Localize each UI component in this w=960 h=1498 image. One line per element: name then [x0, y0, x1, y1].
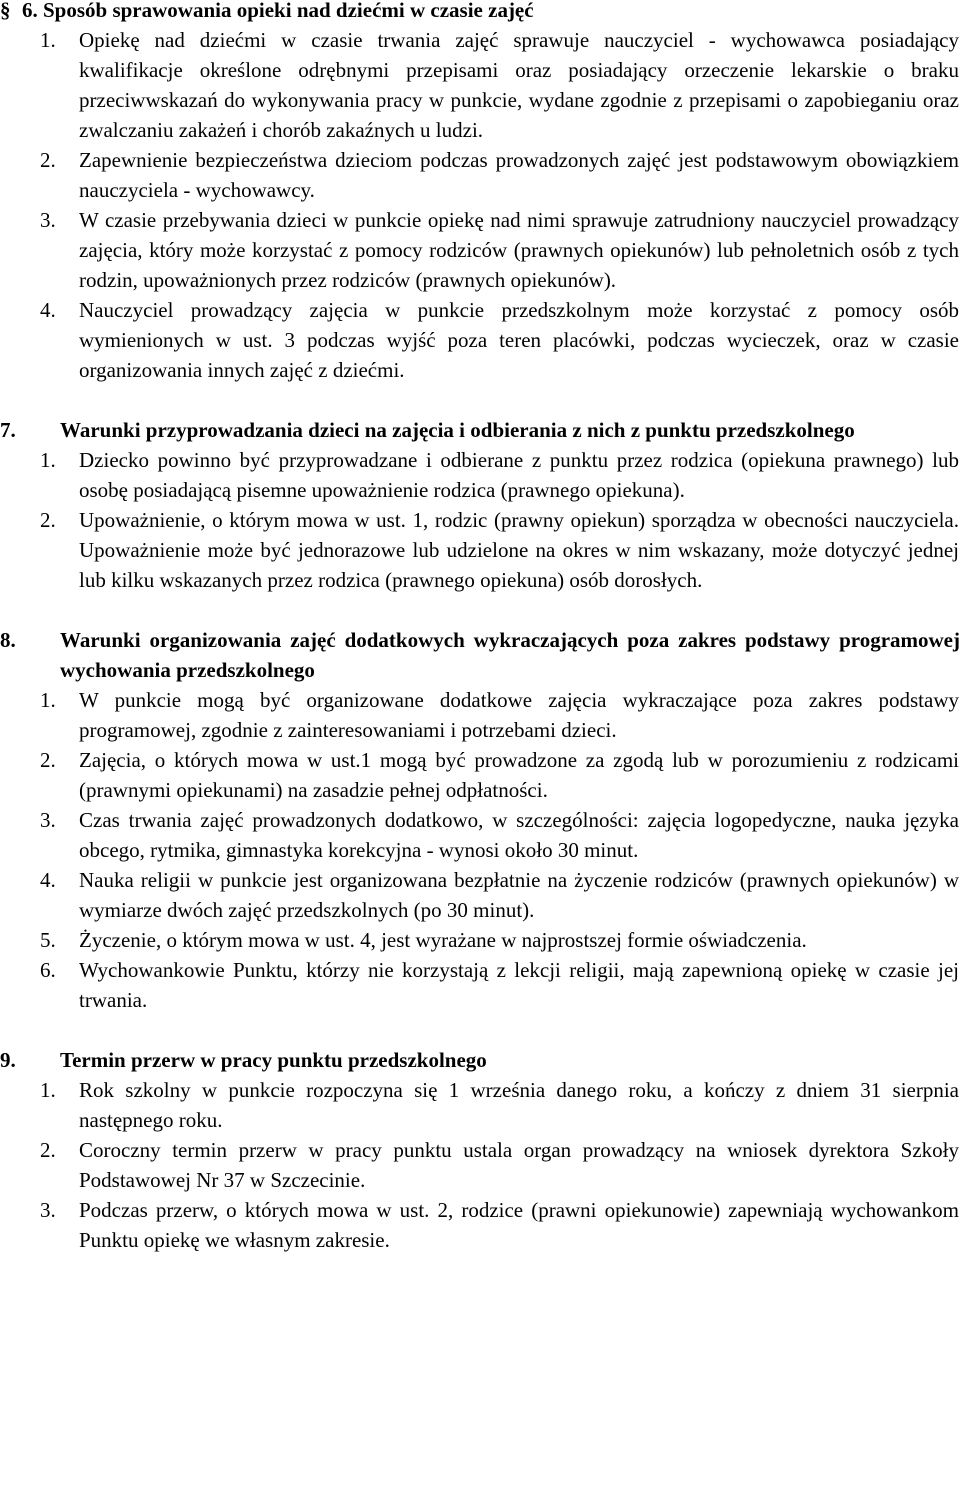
list-item	[0, 685, 960, 745]
section-s7	[0, 415, 960, 595]
list-item-text: W punkcie mogą być organizowane dodatkowe zajęcia wykraczające poza zakres podstawy programowej, zgodnie z zainteresowaniami i potrzebami dzieci.	[79, 688, 959, 742]
list-item	[0, 25, 960, 145]
section-spacer	[0, 595, 960, 625]
section-items-list	[0, 445, 960, 595]
list-item-text: Upoważnienie, o którym mowa w ust. 1, rodzic (prawny opiekun) sporządza w obecności nauczyciela. Upoważnienie może być jednorazowe lub udzielone na okres w nim wskazany, może dotyczyć jednej lub kilku wskazanych przez rodzica (prawnego opiekuna) osób dorosłych.	[79, 508, 959, 592]
list-item-text: W czasie przebywania dzieci w punkcie opiekę nad nimi sprawuje zatrudniony nauczyciel prowadzący zajęcia, który może korzystać z pomocy rodziców (prawnych opiekunów) lub pełnoletnich osób z tych rodzin, upoważnionych przez rodziców (prawnych opiekunów).	[79, 208, 959, 292]
list-item-number: 2.	[40, 1138, 56, 1162]
list-item-number: 1.	[40, 1078, 56, 1102]
list-item-number: 2.	[40, 748, 56, 772]
section-title: Warunki przyprowadzania dzieci na zajęcia i odbierania z nich z punktu przedszkolnego	[60, 418, 855, 442]
section-items-list	[0, 685, 960, 1015]
list-item-number: 4.	[40, 298, 56, 322]
section-number: 8.	[0, 628, 16, 652]
section-heading	[0, 625, 960, 685]
list-item-text: Czas trwania zajęć prowadzonych dodatkowo, w szczególności: zajęcia logopedyczne, nauka języka obcego, rytmika, gimnastyka korekcyjna - wynosi około 30 minut.	[79, 808, 959, 862]
section-s9	[0, 1045, 960, 1255]
list-item	[0, 1195, 960, 1255]
list-item-text: Zapewnienie bezpieczeństwa dzieciom podczas prowadzonych zajęć jest podstawowym obowiązkiem nauczyciela - wychowawcy.	[79, 148, 959, 202]
list-item-text: Coroczny termin przerw w pracy punktu ustala organ prowadzący na wniosek dyrektora Szkoły Podstawowej Nr 37 w Szczecinie.	[79, 1138, 959, 1192]
list-item-text: Nauczyciel prowadzący zajęcia w punkcie przedszkolnym może korzystać z pomocy osób wymienionych w ust. 3 podczas wyjść poza teren placówki, podczas wycieczek, oraz w czasie organizowania innych zajęć z dziećmi.	[79, 298, 959, 382]
list-item-number: 5.	[40, 928, 56, 952]
section-number: 6.	[22, 0, 38, 22]
section-spacer	[0, 1015, 960, 1045]
list-item	[0, 1135, 960, 1195]
list-item-text: Dziecko powinno być przyprowadzane i odbierane z punktu przez rodzica (opiekuna prawnego) lub osobę posiadającą pisemne upoważnienie rodzica (prawnego opiekuna).	[79, 448, 959, 502]
section-items-list	[0, 1075, 960, 1255]
section-title: Termin przerw w pracy punktu przedszkolnego	[60, 1048, 487, 1072]
list-item	[0, 1075, 960, 1135]
list-item	[0, 205, 960, 295]
section-s8	[0, 625, 960, 1015]
list-item-text: Podczas przerw, o których mowa w ust. 2, rodzice (prawni opiekunowie) zapewniają wychowankom Punktu opiekę we własnym zakresie.	[79, 1198, 959, 1252]
list-item-number: 2.	[40, 148, 56, 172]
list-item-text: Zajęcia, o których mowa w ust.1 mogą być prowadzone za zgodą lub w porozumieniu z rodzicami (prawnymi opiekunami) na zasadzie pełnej odpłatności.	[79, 748, 959, 802]
list-item	[0, 745, 960, 805]
list-item-number: 1.	[40, 448, 56, 472]
list-item-number: 3.	[40, 808, 56, 832]
list-item-number: 1.	[40, 688, 56, 712]
list-item-text: Życzenie, o którym mowa w ust. 4, jest wyrażane w najprostszej formie oświadczenia.	[79, 928, 807, 952]
list-item-number: 2.	[40, 508, 56, 532]
section-title: Sposób sprawowania opieki nad dziećmi w czasie zajęć	[43, 0, 534, 22]
list-item-number: 6.	[40, 958, 56, 982]
list-item	[0, 145, 960, 205]
list-item-number: 3.	[40, 1198, 56, 1222]
list-item	[0, 925, 960, 955]
list-item	[0, 955, 960, 1015]
section-number: 9.	[0, 1048, 16, 1072]
list-item-text: Opiekę nad dziećmi w czasie trwania zajęć sprawuje nauczyciel - wychowawca posiadający kwalifikacje określone odrębnymi przepisami oraz posiadający orzeczenie lekarskie o braku przeciwwskazań do wykonywania pracy w punkcie, wydane zgodnie z przepisami o zapobieganiu oraz zwalczaniu zakażeń i chorób zakaźnych u ludzi.	[79, 28, 959, 142]
section-spacer	[0, 385, 960, 415]
list-item-text: Rok szkolny w punkcie rozpoczyna się 1 września danego roku, a kończy z dniem 31 sierpnia następnego roku.	[79, 1078, 959, 1132]
list-item	[0, 865, 960, 925]
section-number: 7.	[0, 418, 16, 442]
list-item-text: Wychowankowie Punktu, którzy nie korzystają z lekcji religii, mają zapewnioną opiekę w czasie jej trwania.	[79, 958, 959, 1012]
list-item-number: 1.	[40, 28, 56, 52]
list-item-text: Nauka religii w punkcie jest organizowana bezpłatnie na życzenie rodziców (prawnych opiekunów) w wymiarze dwóch zajęć przedszkolnych (po 30 minut).	[79, 868, 959, 922]
list-item	[0, 295, 960, 385]
section-heading	[0, 1045, 960, 1075]
section-heading	[0, 415, 960, 445]
list-item	[0, 805, 960, 865]
section-s6	[0, 0, 960, 385]
list-item	[0, 505, 960, 595]
list-item	[0, 445, 960, 505]
section-title: Warunki organizowania zajęć dodatkowych wykraczających poza zakres podstawy programowej wychowania przedszkolnego	[60, 628, 960, 682]
section-sign: §	[0, 0, 11, 22]
section-heading	[0, 0, 960, 25]
list-item-number: 4.	[40, 868, 56, 892]
section-items-list	[0, 25, 960, 385]
list-item-number: 3.	[40, 208, 56, 232]
